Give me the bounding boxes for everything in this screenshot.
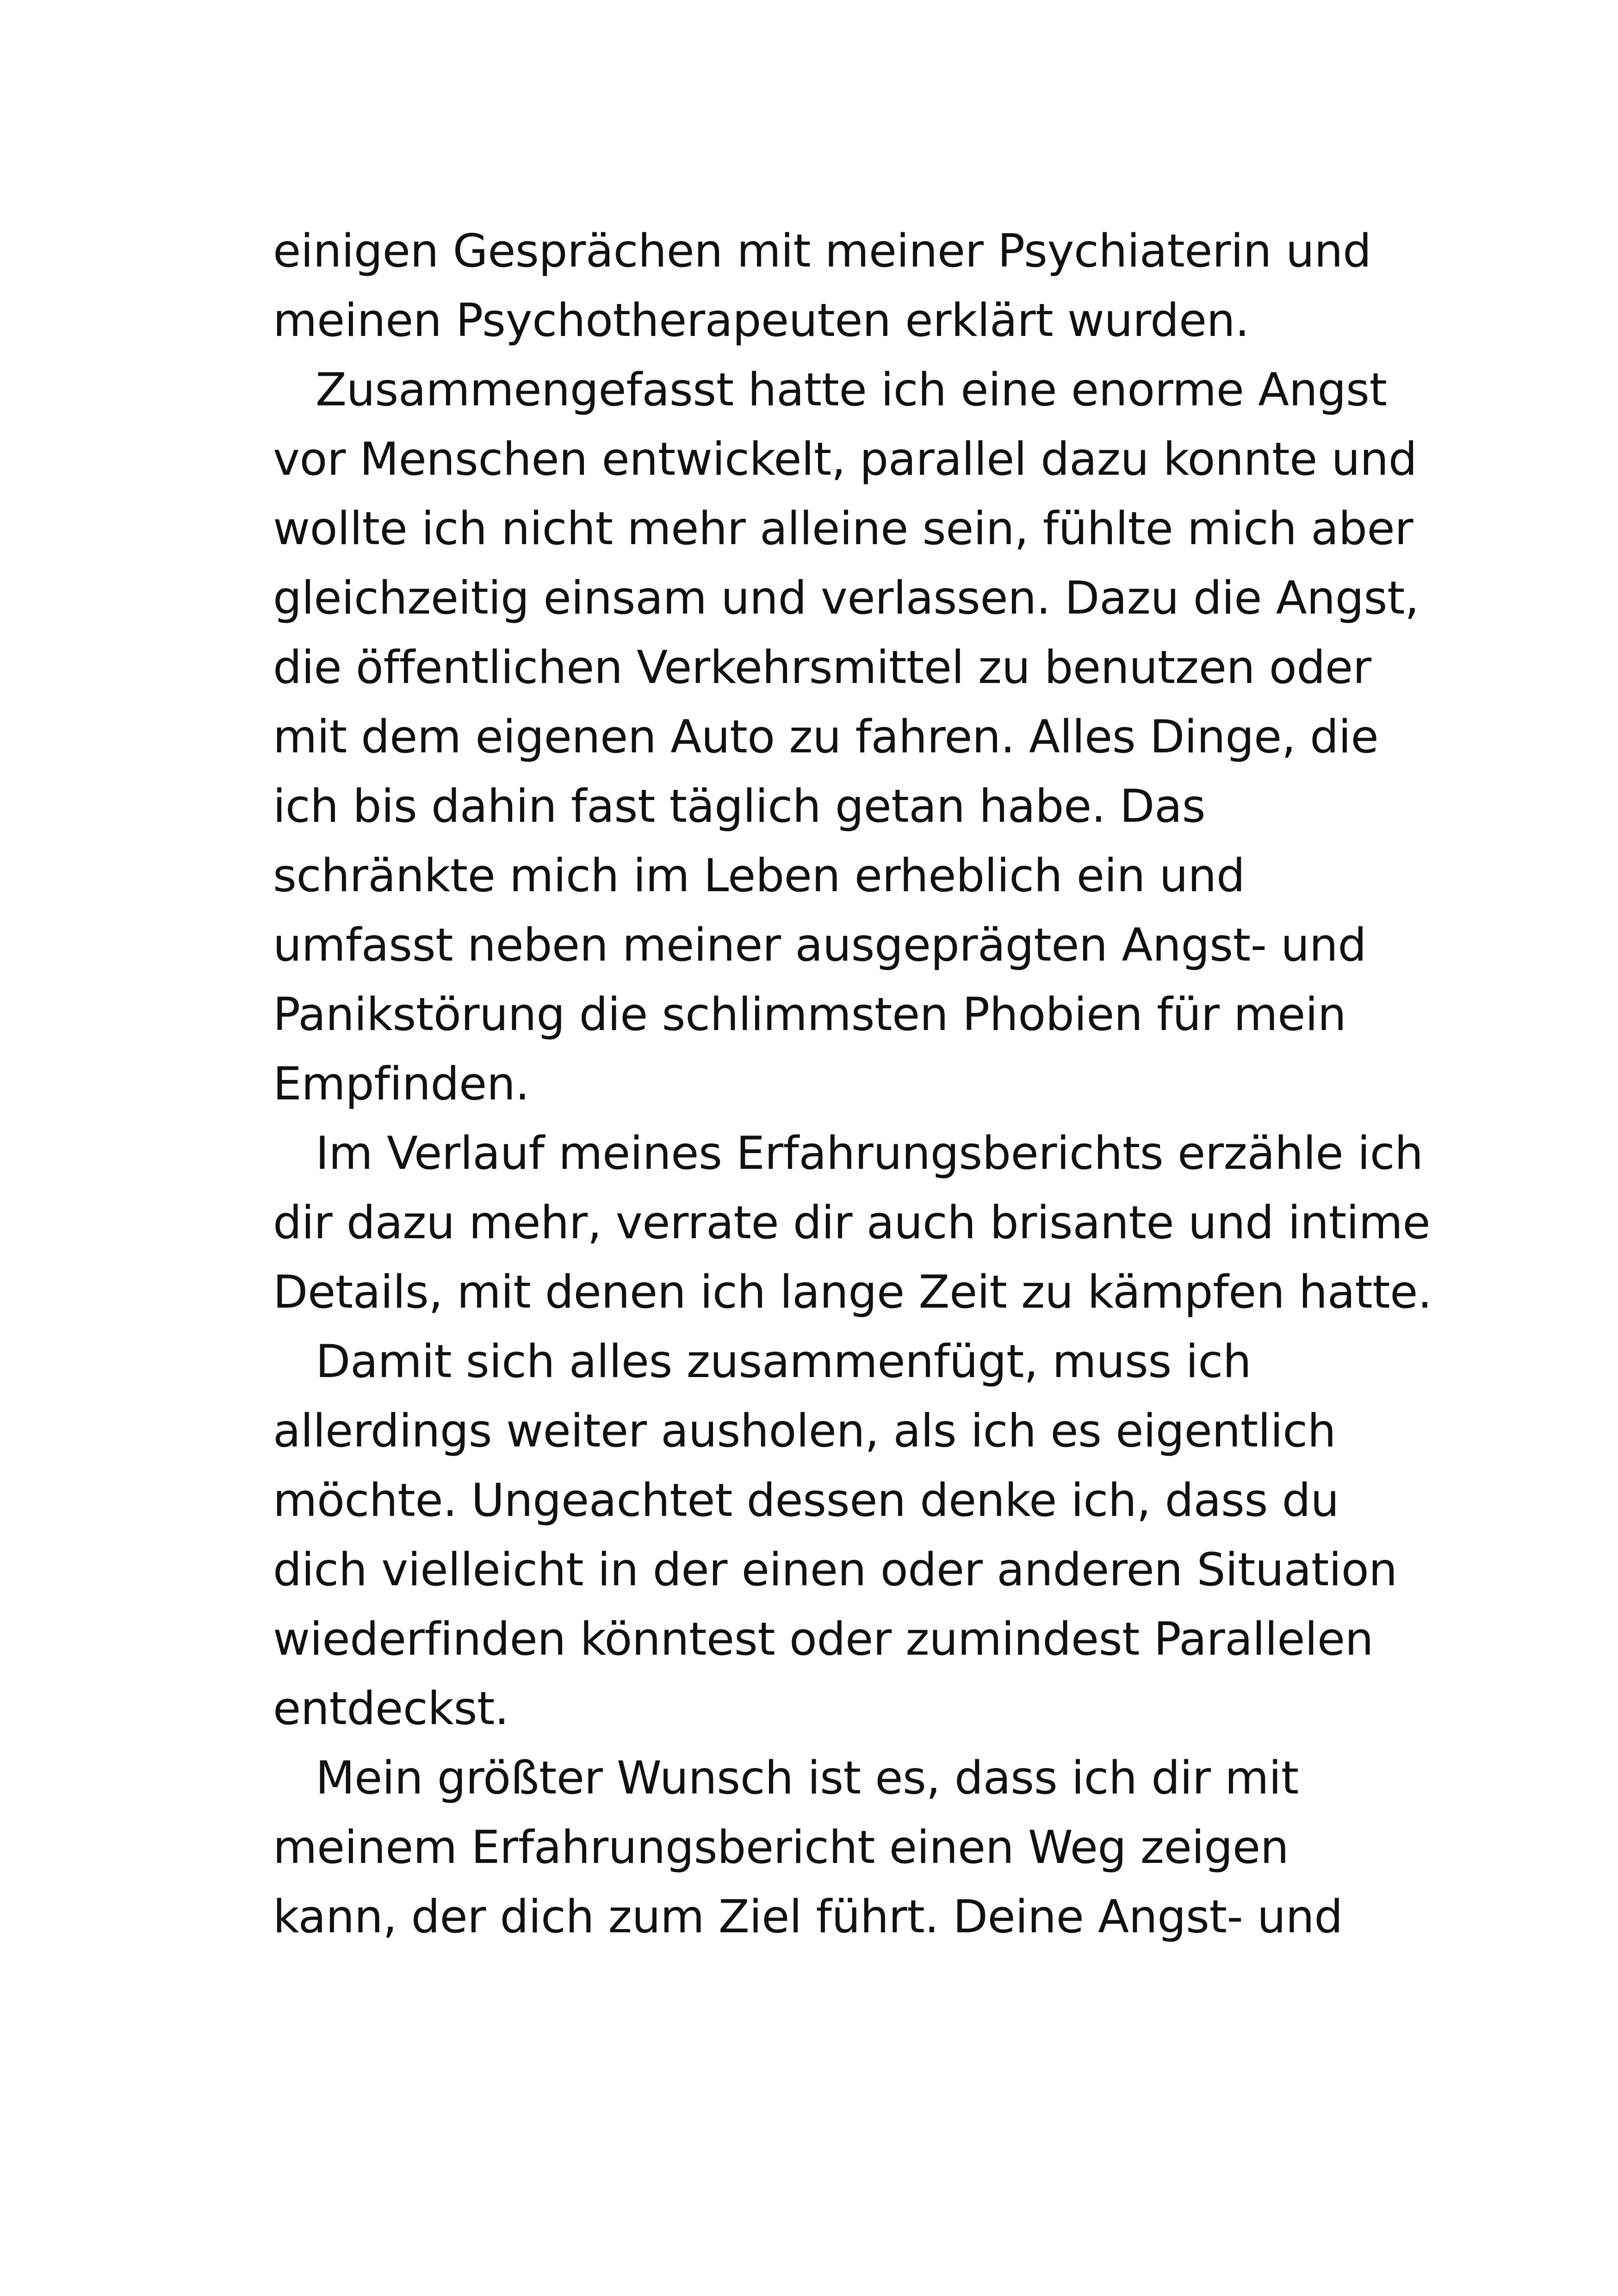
text-line: gleichzeitig einsam und verlassen. Dazu die Angst, xyxy=(273,572,1419,625)
text-line: dich vielleicht in der einen oder anderen Situation xyxy=(273,1544,1397,1596)
text-line: umfasst neben meiner ausgeprägten Angst- und xyxy=(273,919,1367,972)
text-line: Details, mit denen ich lange Zeit zu kämpfen hatte. xyxy=(273,1266,1432,1319)
text-line: Panikstörung die schlimmsten Phobien für mein xyxy=(273,988,1346,1041)
text-line: ich bis dahin fast täglich getan habe. Das xyxy=(273,780,1206,833)
text-line: wollte ich nicht mehr alleine sein, fühlte mich aber xyxy=(273,503,1413,555)
text-line: die öffentlichen Verkehrsmittel zu benutzen oder xyxy=(273,641,1371,694)
text-line: Empfinden. xyxy=(273,1058,530,1111)
paragraph-start-line: Zusammengefasst hatte ich eine enorme Angst xyxy=(316,364,1387,416)
text-line: mit dem eigenen Auto zu fahren. Alles Dinge, die xyxy=(273,711,1379,763)
text-line: möchte. Ungeachtet dessen denke ich, dass du xyxy=(273,1474,1339,1527)
text-line: einigen Gesprächen mit meiner Psychiaterin und xyxy=(273,225,1371,278)
text-line: vor Menschen entwickelt, parallel dazu konnte und xyxy=(273,433,1417,486)
paragraph-start-line: Damit sich alles zusammenfügt, muss ich xyxy=(316,1335,1252,1388)
paragraph-start-line: Im Verlauf meines Erfahrungsberichts erzähle ich xyxy=(316,1127,1423,1180)
text-line: entdeckst. xyxy=(273,1682,509,1735)
text-line: wiederfinden könntest oder zumindest Parallelen xyxy=(273,1613,1374,1666)
text-line: allerdings weiter ausholen, als ich es eigentlich xyxy=(273,1405,1336,1458)
text-line: schränkte mich im Leben erheblich ein und xyxy=(273,850,1245,902)
body-text xyxy=(273,217,1432,1952)
text-line: meinem Erfahrungsbericht einen Weg zeigen xyxy=(273,1821,1289,1874)
text-line: meinen Psychotherapeuten erklärt wurden. xyxy=(273,294,1249,347)
paragraph-start-line: Mein größter Wunsch ist es, dass ich dir mit xyxy=(316,1752,1299,1805)
text-line: kann, der dich zum Ziel führt. Deine Angst- und xyxy=(273,1891,1343,1943)
text-line: dir dazu mehr, verrate dir auch brisante und intime xyxy=(273,1197,1431,1249)
